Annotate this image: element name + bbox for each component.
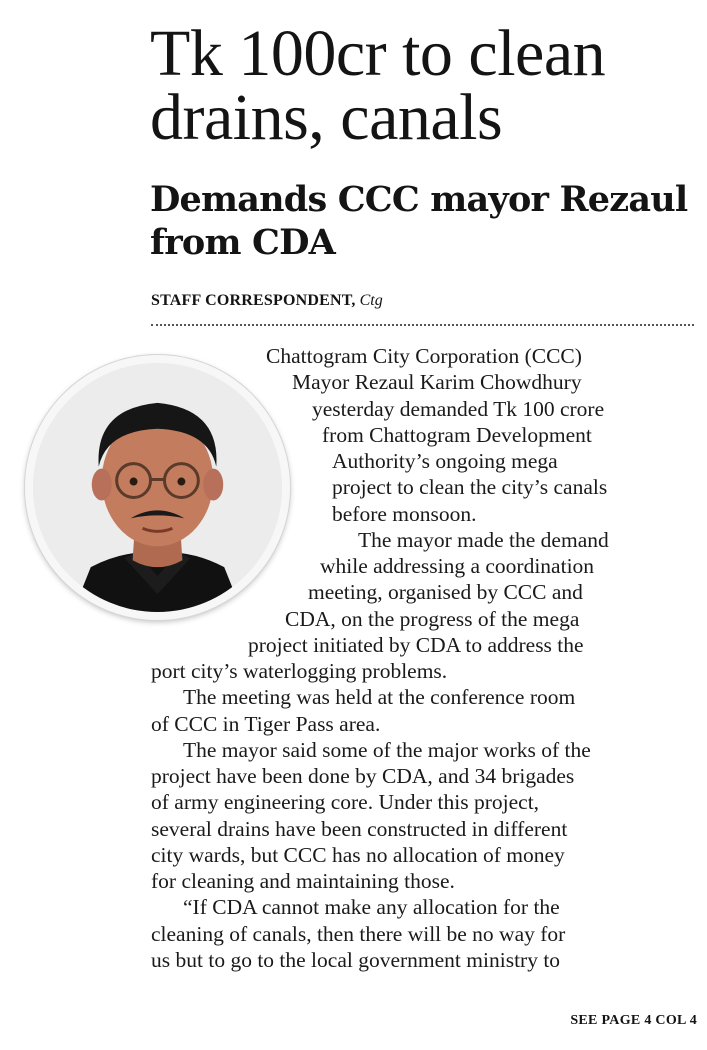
- body-line: before monsoon.: [332, 502, 477, 526]
- byline-place: Ctg: [359, 292, 383, 309]
- body-line: for cleaning and maintaining those.: [151, 869, 455, 893]
- subheadline: Demands CCC mayor Rezaul from CDA: [150, 179, 688, 263]
- body-line: several drains have been constructed in different: [151, 817, 568, 841]
- byline-name: STAFF CORRESPONDENT,: [151, 292, 356, 309]
- body-line: Mayor Rezaul Karim Chowdhury: [292, 370, 582, 394]
- body-line: port city’s waterlogging problems.: [151, 659, 448, 683]
- body-line: project to clean the city’s canals: [332, 475, 608, 499]
- body-line: yesterday demanded Tk 100 crore: [312, 397, 605, 421]
- body-line: from Chattogram Development: [322, 423, 592, 447]
- body-line: project have been done by CDA, and 34 brigades: [151, 764, 575, 788]
- body-line: Authority’s ongoing mega: [332, 449, 558, 473]
- body-line: of CCC in Tiger Pass area.: [151, 712, 381, 736]
- body-line: “If CDA cannot make any allocation for the: [183, 895, 560, 919]
- body-line: The mayor made the demand: [358, 528, 609, 552]
- body-line: CDA, on the progress of the mega: [285, 607, 580, 631]
- body-line: Chattogram City Corporation (CCC): [266, 344, 582, 368]
- body-line: cleaning of canals, then there will be no way for: [151, 922, 566, 946]
- continuation-note: SEE PAGE 4 COL 4: [570, 1013, 697, 1028]
- body-line: project initiated by CDA to address the: [248, 633, 584, 657]
- body-line: The mayor said some of the major works of the: [183, 738, 591, 762]
- body-line: The meeting was held at the conference room: [183, 685, 576, 709]
- body-line: city wards, but CCC has no allocation of money: [151, 843, 565, 867]
- body-line: while addressing a coordination: [320, 554, 595, 578]
- headline: Tk 100cr to clean drains, canals: [150, 17, 606, 154]
- body-line: meeting, organised by CCC and: [308, 580, 583, 604]
- body-line: of army engineering core. Under this project,: [151, 790, 540, 814]
- body-line: us but to go to the local government ministry to: [151, 948, 561, 972]
